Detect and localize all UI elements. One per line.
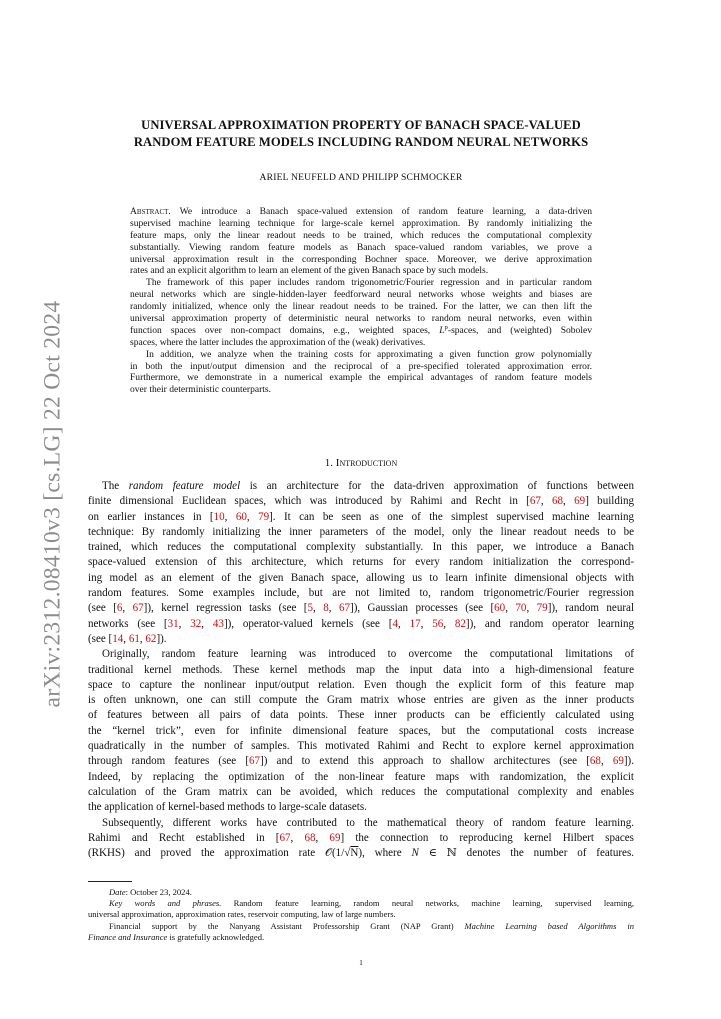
arxiv-stamp-text: arXiv:2312.08410v3 [cs.LG] 22 Oct 2024	[39, 300, 66, 708]
footnote-rule	[88, 881, 132, 882]
title-line-2: RANDOM FEATURE MODELS INCLUDING RANDOM NEURAL NETWORKS	[133, 135, 589, 149]
abstract-line: substantially. Viewing random feature models as Banach space-valued random variables, we prove a	[130, 241, 592, 253]
abstract-line: supervised machine learning technique for large-scale kernel approximation. By randomly initializing the	[130, 217, 592, 229]
abstract-line: Abstract. We introduce a Banach space-valued extension of random feature learning, a data-driven	[130, 206, 592, 217]
body-line: is often unknown, one can still compute the Gram matrix whose entries are given as the inner products	[88, 694, 634, 707]
paper-authors: ARIEL NEUFELD AND PHILIPP SCHMOCKER	[259, 172, 463, 183]
body-line: of features between all pairs of data points. These inner products can be efficiently calculated using	[88, 709, 634, 722]
body-line: space to capture the nonlinear input/output relation. Even though the explicit form of this feature map	[88, 678, 634, 691]
section-heading	[88, 457, 634, 469]
footnote-date: Date: October 23, 2024.	[109, 887, 192, 897]
abstract-line: function spaces over non-compact domains, e.g., weighted spaces, $L^p$-spaces, and (weighted) Sobolev	[130, 323, 592, 336]
abstract-line: universal approximation property of deterministic neural networks to random neural networks, even within	[130, 313, 592, 325]
section-number: 1.	[324, 457, 334, 469]
abstract-line: rates and an explicit algorithm to learn an element of the given Banach space by such models.	[130, 265, 489, 277]
body-line: trained, which reduces the computational complexity substantially. In this paper, we introduce a Banach	[88, 541, 634, 554]
body-line: Rahimi and Recht established in [67, 68, 69] the connection to reproducing kernel Hilbert spaces	[88, 831, 634, 844]
body-line: Indeed, by replacing the optimization of the non-linear feature maps with randomization, the explicit	[88, 770, 634, 783]
abstract-line: over their deterministic counterparts.	[130, 384, 272, 396]
body-line: technique: By randomly initializing the inner parameters of the model, only the linear readout needs to be	[88, 525, 634, 538]
body-line: space-valued extension of this architecture, which returns for every random initialization the correspond-	[88, 556, 634, 569]
body-line: random features. Some examples include, but are not limited to, random trigonometric/Fourier regression	[88, 587, 634, 600]
body-line: calculation of the Gram matrix can be avoided, which reduces the computational complexity and enables	[88, 785, 634, 798]
body-line: (see [14, 61, 62]).	[88, 632, 167, 645]
body-line: (RKHS) and proved the approximation rate 𝒪(1/√N), where N ∈ ℕ denotes the number of features.	[88, 847, 634, 860]
body-line: networks (see [31, 32, 43]), operator-valued kernels (see [4, 17, 56, 82]), and random operator learning	[88, 617, 634, 630]
abstract	[130, 206, 592, 396]
body-line: ing model as an element of the given Banach space, allowing us to learn infinite dimensional objects with	[88, 571, 634, 584]
page-number: 1	[359, 958, 363, 967]
paper-title	[88, 117, 634, 151]
abstract-line: feature maps, only the linear readout needs to be trained, which reduces the computational complexity	[130, 229, 592, 241]
footnote-keywords: Key words and phrases. Random feature learning, random neural networks, machine learning, supervised learning,	[109, 898, 634, 909]
abstract-line: neural networks which are single-hidden-layer feedforward neural networks whose weights and biases are	[130, 289, 592, 301]
footnote-keywords-cont: universal approximation, approximation rates, reservoir computing, law of large numbers.	[88, 909, 396, 920]
body-line: Originally, random feature learning was introduced to overcome the computational limitations of	[102, 648, 634, 661]
abstract-line: The framework of this paper includes random trigonometric/Fourier regression and in particular random	[146, 277, 592, 289]
section-title: Introduction	[335, 457, 398, 469]
arxiv-stamp	[39, 300, 67, 708]
abstract-line: in both the input/output dimension and the reciprocal of a pre-specified tolerated approximation error.	[130, 360, 592, 372]
footnotes	[88, 887, 634, 943]
body-line: the application of kernel-based methods to large-scale datasets.	[88, 801, 367, 814]
body-line: traditional kernel methods. These kernel methods map the input data into a high-dimensional feature	[88, 663, 634, 676]
abstract-line: randomly initialized, whence only the linear readout needs to be trained. For the latter, we can then lift the	[130, 301, 592, 313]
body-line: Subsequently, different works have contributed to the mathematical theory of random feature learning.	[102, 816, 634, 829]
body-line: through random features (see [67]) and to extend this approach to shallow architectures (see [68, 69]).	[88, 755, 634, 768]
footnote-funding: Financial support by the Nanyang Assistant Professorship Grant (NAP Grant) Machine Learning based Algorithms in	[109, 920, 634, 931]
abstract-line: Furthermore, we demonstrate in a numerical example the empirical advantages of random feature models	[130, 372, 592, 384]
footnote-funding-cont: Finance and Insurance is gratefully acknowledged.	[88, 931, 265, 942]
abstract-line: universal approximation result in the corresponding Bochner space. Moreover, we derive approximation	[130, 253, 592, 265]
body-line: the “kernel trick”, even for infinite dimensional feature spaces, but the computational costs increase	[88, 724, 634, 737]
body-line: quadratically in the number of samples. This motivated Rahimi and Recht to explore kernel approximation	[88, 740, 634, 753]
abstract-label: Abstract.	[130, 206, 171, 217]
body-line: (see [6, 67]), kernel regression tasks (see [5, 8, 67]), Gaussian processes (see [60, 70, 79]), random neural	[88, 602, 635, 615]
abstract-line: spaces, where the latter includes the approximation of the (weak) derivatives.	[130, 336, 426, 348]
body-line: finite dimensional Euclidean spaces, which was introduced by Rahimi and Recht in [67, 68, 69] building	[88, 495, 635, 508]
title-line-1: UNIVERSAL APPROXIMATION PROPERTY OF BANACH SPACE-VALUED	[141, 118, 581, 132]
body-line: on earlier instances in [10, 60, 79]. It can be seen as one of the simplest supervised machine learning	[88, 510, 635, 523]
introduction-body	[88, 479, 634, 861]
body-line: The random feature model is an architecture for the data-driven approximation of functions between	[102, 480, 634, 492]
abstract-line: In addition, we analyze when the training costs for approximating a given function grow polynomially	[146, 348, 592, 360]
